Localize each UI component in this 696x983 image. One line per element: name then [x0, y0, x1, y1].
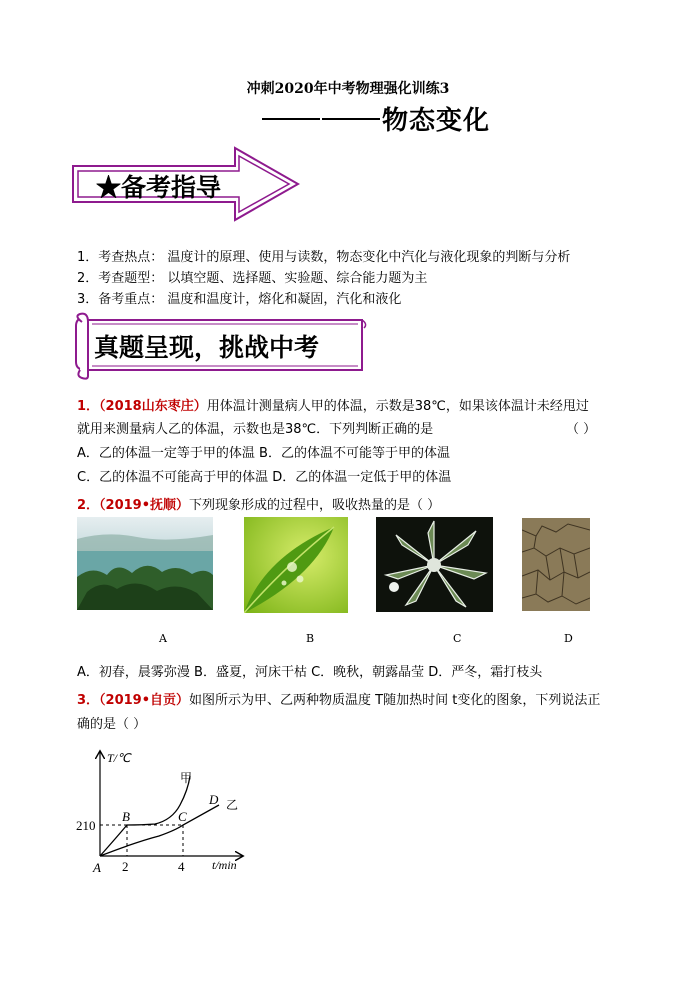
point-label-c: C [178, 809, 187, 824]
title-text: 物态变化 [382, 106, 491, 136]
image-label-c: C [453, 632, 462, 645]
photo-a-morning-fog [77, 517, 213, 610]
photo-d-dry-riverbed [522, 518, 590, 611]
q2-number: 2． [77, 498, 100, 513]
title-dash [262, 118, 320, 120]
x-tick-4: 4 [178, 859, 185, 874]
key-point-item: 2．考查题型： 以填空题、选择题、实验题、综合能力题为主 [77, 271, 428, 286]
origin-label: A [93, 860, 101, 875]
q2-text: 下列现象形成的过程中，吸收热量的是（ ） [189, 498, 441, 513]
q3-number: 3． [77, 693, 100, 708]
key-point-item: 3．备考重点： 温度和温度计，熔化和凝固，汽化和液化 [77, 292, 402, 307]
q2-source: （2019•抚顺） [99, 498, 190, 513]
fog-lake-image [77, 517, 213, 610]
q3-line1 [77, 689, 600, 708]
y-tick-210: 210 [76, 818, 96, 833]
point-label-d: D [209, 792, 219, 807]
key-point-item: 1．考查热点： 温度计的原理、使用与读数，物态变化中汽化与液化现象的判断与分析 [77, 250, 571, 265]
q1-text-line1: 用体温计测量病人甲的体温，示数是38℃，如果该体温计未经甩过 [206, 399, 589, 414]
q1-source: （2018山东枣庄） [99, 399, 207, 414]
document-title [262, 100, 490, 137]
point-label-b: B [122, 809, 130, 824]
q1-options-cd: C．乙的体温不可能高于甲的体温 D．乙的体温一定低于甲的体温 [77, 470, 452, 485]
q1-options-ab: A．乙的体温一定等于甲的体温 B．乙的体温不可能等于甲的体温 [77, 446, 450, 461]
curve-label-jia: 甲 [180, 771, 193, 785]
q3-text-line1: 如图所示为甲、乙两种物质温度 T随加热时间 t变化的图象，下列说法正 [189, 693, 601, 708]
document-subtitle: 冲刺2020年中考物理强化训练3 [246, 81, 450, 97]
leaf-dew-image [244, 517, 348, 613]
q2-stem [77, 494, 440, 513]
photo-c-frost-plant [376, 517, 493, 612]
curve-yi [100, 805, 219, 856]
q3-source: （2019•自贡） [99, 693, 190, 708]
q2-options: A．初春，晨雾弥漫 B．盛夏，河床干枯 C．晚秋，朝露晶莹 D．严冬，霜打枝头 [77, 665, 543, 680]
section-banner-questions [70, 312, 370, 380]
q1-text-line2: 就用来测量病人乙的体温，示数也是38℃．下列判断正确的是 [77, 422, 434, 437]
y-axis-label: T/℃ [107, 751, 131, 765]
q1-answer-blank: （ ） [566, 422, 597, 437]
section-banner-guide [72, 146, 302, 222]
graph-svg [76, 742, 256, 877]
cracked-earth-image [522, 518, 590, 611]
q1-number: 1． [77, 399, 100, 414]
curve-jia [100, 776, 190, 856]
q1-line1 [77, 395, 589, 414]
section-guide-label: ★备考指导 [96, 173, 222, 202]
image-label-d: D [564, 632, 573, 645]
x-axis-label: t/min [212, 858, 237, 872]
title-dash [322, 118, 380, 120]
q3-text-line2: 确的是（ ） [77, 717, 147, 732]
image-label-b: B [306, 632, 315, 645]
temperature-time-graph [76, 742, 256, 877]
section-questions-label: 真题呈现，挑战中考 [94, 333, 320, 362]
x-tick-2: 2 [122, 859, 129, 874]
curve-label-yi: 乙 [226, 798, 239, 812]
photo-b-leaf [244, 517, 348, 613]
image-label-a: A [159, 632, 167, 645]
frost-plant-image [376, 517, 493, 612]
